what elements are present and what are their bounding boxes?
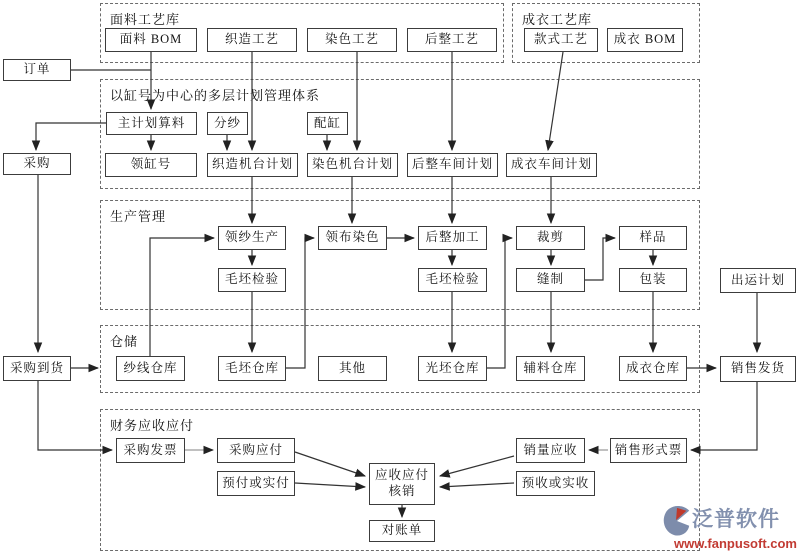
node-purchase: 采购 [3, 153, 71, 175]
node-vat-number: 领缸号 [105, 153, 197, 177]
node-weaving-process: 织造工艺 [207, 28, 297, 52]
node-greige-inspection-a: 毛坯检验 [218, 268, 286, 292]
node-sales-proforma-invoice: 销售形式票 [610, 438, 687, 463]
section-title: 成衣工艺库 [522, 12, 593, 27]
node-garment-bom: 成衣 BOM [607, 28, 683, 52]
node-sewing: 缝制 [516, 268, 585, 292]
node-other-warehouse: 其他 [318, 356, 387, 381]
node-precollect-or-actual-collect: 预收或实收 [516, 471, 595, 496]
node-finishing-workshop-plan: 后整车间计划 [407, 153, 498, 177]
fanpu-logo-url: www.fanpusoft.com [673, 536, 797, 551]
node-finished-greige-warehouse: 光坯仓库 [418, 356, 487, 381]
section-title: 财务应收应付 [110, 418, 195, 433]
section-title: 生产管理 [110, 209, 167, 224]
section-title: 仓储 [110, 334, 139, 349]
node-yarn-issue-production: 领纱生产 [218, 226, 286, 250]
node-purchase-payable: 采购应付 [217, 438, 295, 463]
node-fabric-bom: 面料 BOM [105, 28, 197, 52]
node-order: 订单 [3, 59, 71, 81]
fanpu-logo-text: 泛普软件 [692, 508, 780, 531]
node-sample: 样品 [619, 226, 687, 250]
section-title: 面料工艺库 [110, 12, 181, 27]
node-cutting: 裁剪 [516, 226, 585, 250]
node-accessory-warehouse: 辅料仓库 [516, 356, 585, 381]
node-yarn-warehouse: 纱线仓库 [116, 356, 185, 381]
node-statement: 对账单 [369, 520, 435, 542]
node-master-plan-calc: 主计划算料 [106, 112, 197, 135]
node-yarn-splitting: 分纱 [207, 112, 248, 135]
fanpu-logo [662, 503, 797, 555]
node-dyeing-machine-plan: 染色机台计划 [307, 153, 398, 177]
node-sales-delivery: 销售发货 [720, 356, 796, 382]
node-prepay-or-actual-pay: 预付或实付 [217, 471, 295, 496]
node-shipment-plan: 出运计划 [720, 268, 796, 293]
fanpu-logo-icon [662, 503, 692, 539]
node-purchase-arrival: 采购到货 [3, 356, 71, 381]
node-packing: 包装 [619, 268, 687, 292]
node-style-process: 款式工艺 [524, 28, 598, 52]
node-vat-matching: 配缸 [307, 112, 348, 135]
section-title: 以缸号为中心的多层计划管理体系 [110, 88, 321, 103]
node-fabric-issue-dyeing: 领布染色 [318, 226, 387, 250]
section-warehouse [100, 325, 700, 393]
section-production-management [100, 200, 700, 310]
node-garment-warehouse: 成衣仓库 [619, 356, 687, 381]
node-sales-receivable: 销量应收 [516, 438, 585, 463]
node-finishing-process: 后整工艺 [407, 28, 497, 52]
node-weaving-machine-plan: 织造机台计划 [207, 153, 298, 177]
wire-delivery-proforma [691, 382, 757, 450]
node-garment-workshop-plan: 成衣车间计划 [506, 153, 597, 177]
node-purchase-invoice: 采购发票 [116, 438, 185, 463]
node-dyeing-process: 染色工艺 [307, 28, 397, 52]
wire-masterplan-purchase [36, 123, 106, 150]
node-ar-ap-verification: 应收应付 核销 [369, 463, 435, 505]
node-finishing-processing: 后整加工 [418, 226, 487, 250]
node-greige-warehouse: 毛坯仓库 [218, 356, 286, 381]
node-greige-inspection-b: 毛坯检验 [418, 268, 487, 292]
